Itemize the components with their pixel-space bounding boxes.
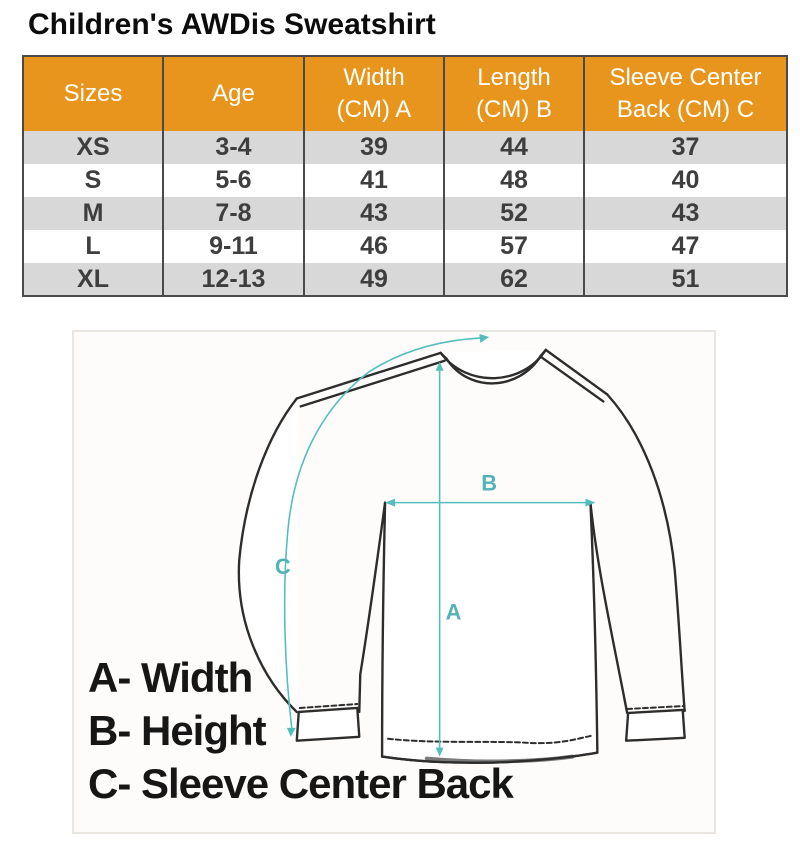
header-cell-age bbox=[163, 56, 304, 131]
header-line: Length bbox=[477, 63, 551, 91]
header-line: (CM) B bbox=[476, 96, 552, 123]
width-cell: 49 bbox=[304, 263, 444, 296]
age-cell: 12-13 bbox=[163, 263, 304, 296]
header-line: (CM) A bbox=[336, 96, 412, 123]
header-cell-length bbox=[444, 56, 584, 131]
width-cell: 41 bbox=[304, 164, 444, 197]
length-cell: 44 bbox=[444, 131, 584, 164]
table-row bbox=[23, 230, 787, 263]
length-cell: 52 bbox=[444, 197, 584, 230]
width-cell: 43 bbox=[304, 197, 444, 230]
header-cell-sleeve bbox=[584, 56, 787, 131]
measurement-diagram bbox=[72, 330, 716, 834]
width-cell: 46 bbox=[304, 230, 444, 263]
width-cell: 39 bbox=[304, 131, 444, 164]
size-table bbox=[22, 55, 788, 297]
table-row bbox=[23, 164, 787, 197]
legend-item-height: B- Height bbox=[88, 707, 266, 754]
sweatshirt-outline bbox=[239, 350, 685, 763]
size-cell: M bbox=[23, 197, 163, 230]
header-line: Sleeve Center bbox=[609, 63, 762, 91]
length-cell: 62 bbox=[444, 263, 584, 296]
size-cell: XL bbox=[23, 263, 163, 296]
header-line: Width bbox=[343, 63, 405, 91]
header-line: Back (CM) C bbox=[616, 96, 755, 123]
measurement-c-label: C bbox=[274, 554, 291, 580]
measurement-a-label: A bbox=[445, 599, 462, 625]
sleeve-cell: 40 bbox=[584, 164, 787, 197]
table-row bbox=[23, 263, 787, 296]
header-row bbox=[23, 56, 787, 131]
length-cell: 57 bbox=[444, 230, 584, 263]
sweatshirt-diagram bbox=[74, 332, 714, 832]
sleeve-cell: 51 bbox=[584, 263, 787, 296]
legend-item-sleeve: C- Sleeve Center Back bbox=[88, 760, 513, 807]
sleeve-cell: 37 bbox=[584, 131, 787, 164]
size-cell: XS bbox=[23, 131, 163, 164]
table-row bbox=[23, 197, 787, 230]
age-cell: 5-6 bbox=[163, 164, 304, 197]
age-cell: 3-4 bbox=[163, 131, 304, 164]
header-line: Sizes bbox=[63, 79, 123, 107]
size-cell: S bbox=[23, 164, 163, 197]
table-row bbox=[23, 131, 787, 164]
sleeve-cell: 47 bbox=[584, 230, 787, 263]
measurement-b-label: B bbox=[481, 470, 498, 496]
sleeve-cell: 43 bbox=[584, 197, 787, 230]
header-cell-sizes bbox=[23, 56, 163, 131]
size-cell: L bbox=[23, 230, 163, 263]
header-line: Age bbox=[212, 79, 255, 107]
header-cell-width bbox=[304, 56, 444, 131]
age-cell: 7-8 bbox=[163, 197, 304, 230]
length-cell: 48 bbox=[444, 164, 584, 197]
size-table-header bbox=[23, 56, 787, 131]
legend-item-width: A- Width bbox=[88, 654, 253, 701]
age-cell: 9-11 bbox=[163, 230, 304, 263]
page-title: Children's AWDis Sweatshirt bbox=[28, 8, 436, 41]
